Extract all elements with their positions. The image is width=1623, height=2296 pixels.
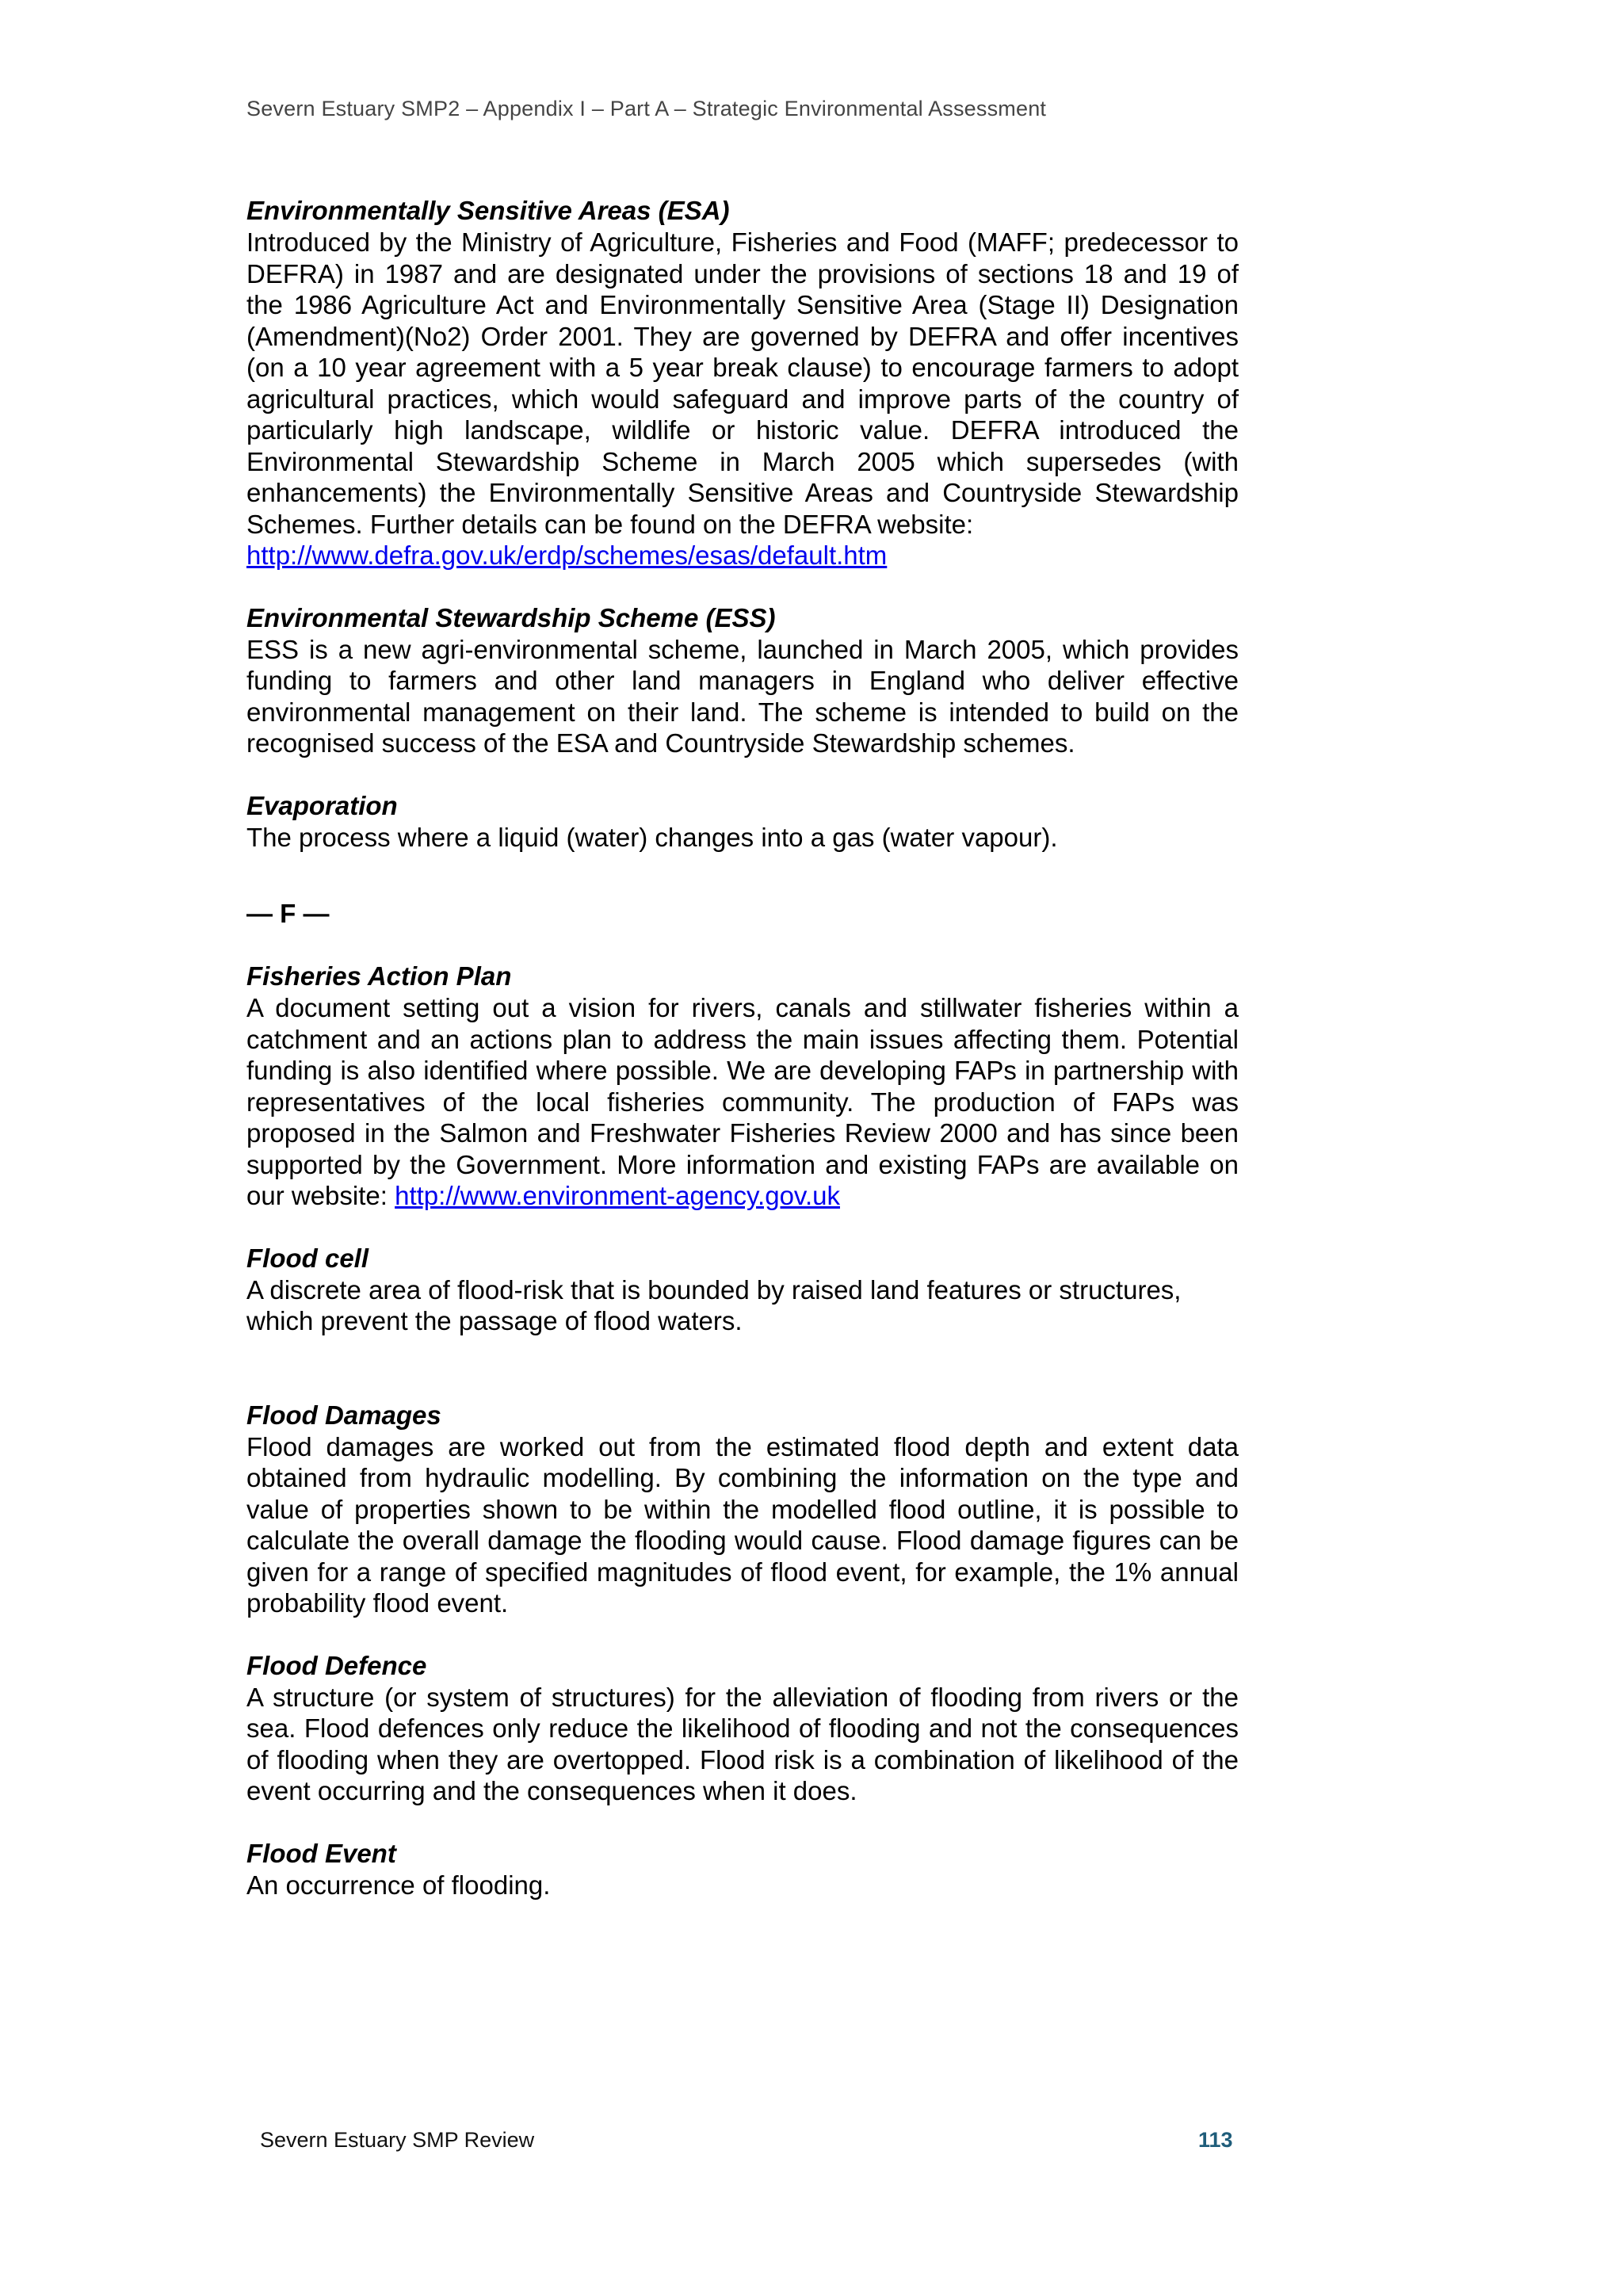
term-heading: Fisheries Action Plan — [246, 961, 512, 991]
footer-title: Severn Estuary SMP Review — [260, 2128, 535, 2152]
glossary-entry-flood-event — [246, 1838, 1239, 1901]
term-definition: Flood damages are worked out from the estimated flood depth and extent data obtained from hydraulic modelling. By combining the information on the type and value of properties shown to be within the modelled flood outline, it is possible to calculate the overall damage the flooding would cause. Flood damage figures can be given for a range of specified magnitudes of flood event, for example, the 1% annual probability flood event. — [246, 1431, 1239, 1618]
term-heading: Environmentally Sensitive Areas (ESA) — [246, 196, 730, 225]
term-heading: Flood Damages — [246, 1400, 441, 1430]
term-definition — [246, 992, 1239, 1212]
term-definition: ESS is a new agri-environmental scheme, launched in March 2005, which provides funding to farmers and other land managers in England who deliver effective environmental management on their land. The scheme is intended to build on the recognised success of the ESA and Countryside Stewardship schemes. — [246, 634, 1239, 758]
environment-agency-link[interactable]: http://www.environment-agency.gov.uk — [395, 1181, 840, 1210]
glossary-entry-ess — [246, 602, 1239, 759]
term-definition: An occurrence of flooding. — [246, 1870, 551, 1900]
definition-text: A document setting out a vision for rivers, canals and stillwater fisheries within a catchment and an actions plan to address the main issues affecting them. Potential funding is also identified where possible. We are developing FAPs in partnership with representatives of the local fisheries community. The production of FAPs was proposed in the Salmon and Freshwater Fisheries Review 2000 and has since been supported by the Government. More information and existing FAPs are available on our website: — [246, 993, 1239, 1210]
term-definition: A discrete area of flood-risk that is bounded by raised land features or structures, which prevent the passage of flood waters. — [246, 1274, 1182, 1335]
term-heading: Flood Defence — [246, 1650, 427, 1680]
glossary-entry-flood-cell — [246, 1243, 1239, 1337]
term-heading: Flood Event — [246, 1838, 396, 1868]
glossary-content — [246, 195, 1239, 1931]
link-line — [246, 540, 1239, 571]
term-heading: Evaporation — [246, 790, 398, 820]
glossary-entry-flood-damages — [246, 1400, 1239, 1619]
term-definition: The process where a liquid (water) changes into a gas (water vapour). — [246, 822, 1058, 852]
running-header: Severn Estuary SMP2 – Appendix I – Part A – Strategic Environmental Assessment — [246, 97, 1047, 120]
glossary-entry-flood-defence — [246, 1650, 1239, 1807]
term-definition: Introduced by the Ministry of Agriculture, Fisheries and Food (MAFF; predecessor to DEFRA) in 1987 and are designated under the provisions of sections 18 and 19 of the 1986 Agriculture Act and Environmentally Sensitive Area (Stage II) Designation (Amendment)(No2) Order 2001. They are governed by DEFRA and offer incentives (on a 10 year agreement with a 5 year break clause) to encourage farmers to adopt agricultural practices, which would safeguard and improve parts of the country of particularly high landscape, wildlife or historic value. DEFRA introduced the Environmental Stewardship Scheme in March 2005 which supersedes (with enhancements) the Environmentally Sensitive Areas and Countryside Stewardship Schemes. Further details can be found on the DEFRA website: — [246, 227, 1239, 539]
page-number: 113 — [1198, 2128, 1233, 2152]
term-definition: A structure (or system of structures) for the alleviation of flooding from rivers or the sea. Flood defences only reduce the likelihood of flooding and not the consequences of flooding when they are overtopped. Flood risk is a combination of likelihood of the event occurring and the consequences when it does. — [246, 1682, 1239, 1805]
glossary-entry-fisheries-action-plan — [246, 961, 1239, 1212]
glossary-entry-evaporation — [246, 790, 1239, 854]
section-letter-f: — F — — [246, 899, 330, 928]
glossary-entry-esa — [246, 195, 1239, 571]
term-heading: Flood cell — [246, 1243, 369, 1273]
term-heading: Environmental Stewardship Scheme (ESS) — [246, 602, 776, 632]
defra-link[interactable]: http://www.defra.gov.uk/erdp/schemes/esas/default.htm — [246, 541, 888, 570]
